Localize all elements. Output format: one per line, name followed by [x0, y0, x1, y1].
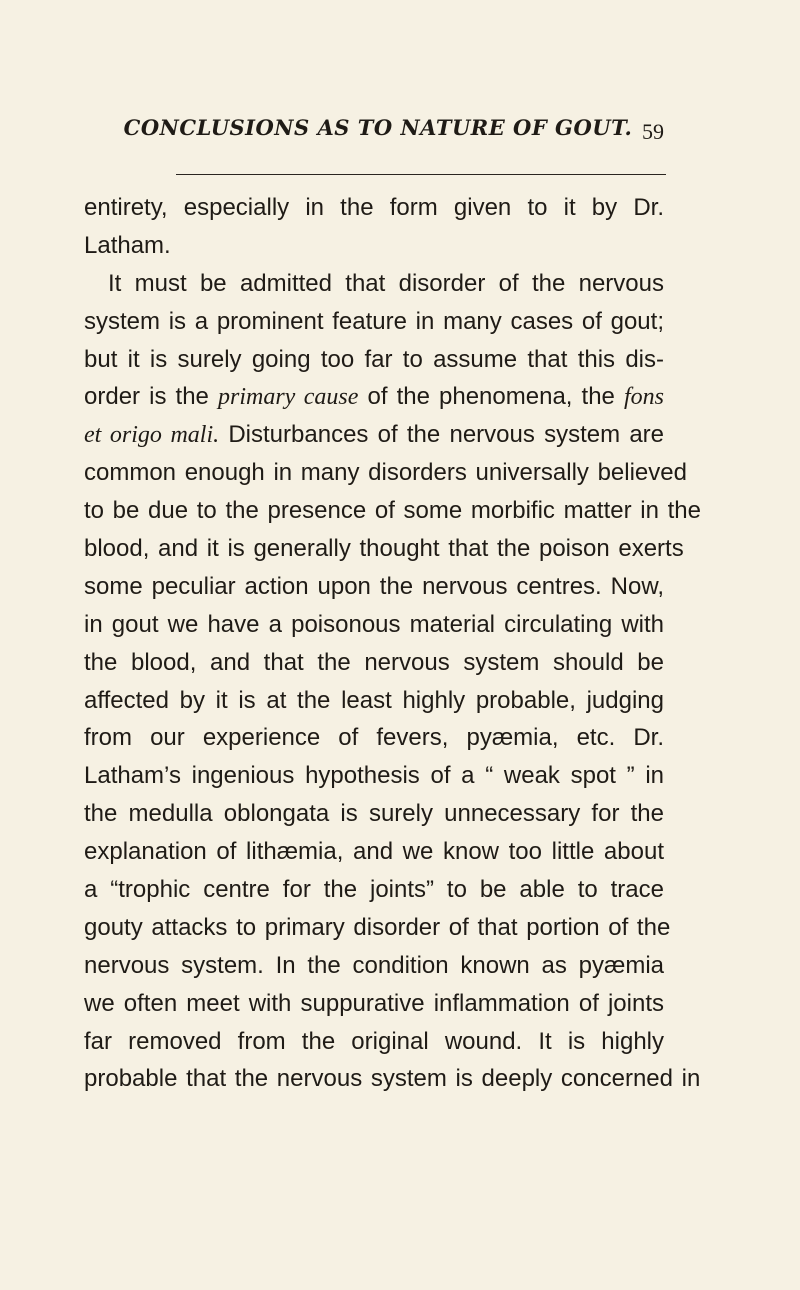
text-line: we often meet with suppurative inflammation of joints [84, 989, 664, 1017]
text-line: the medulla oblongata is surely unnecessary for the [84, 800, 664, 828]
text-line: common enough in many disorders universally believed [84, 459, 687, 487]
text-line: blood, and it is generally thought that the poison exerts [84, 535, 684, 563]
text-run: order is the [84, 383, 218, 411]
text-line: nervous system. In the condition known as pyæmia [84, 951, 664, 979]
text-line: some peculiar action upon the nervous centres. Now, [84, 572, 664, 600]
text-line: far removed from the original wound. It is highly [84, 1027, 664, 1055]
text-line: a “trophic centre for the joints” to be able to trace [84, 876, 664, 904]
text-line [84, 416, 664, 454]
text-line: gouty attacks to primary disorder of that portion of the [84, 913, 671, 941]
text-line: in gout we have a poisonous material circulating with [84, 610, 664, 638]
text-line [84, 378, 664, 416]
text-line: explanation of lithæmia, and we know too little about [84, 838, 664, 866]
italic-phrase: primary cause [217, 384, 359, 411]
italic-phrase: fons [624, 384, 665, 411]
running-title: CONCLUSIONS AS TO NATURE OF GOUT. [123, 115, 633, 140]
text-line: affected by it is at the least highly probable, judging [84, 686, 664, 714]
text-line: Latham. [84, 231, 171, 259]
header-rule [176, 174, 666, 175]
text-line: Latham’s ingenious hypothesis of a “ weak spot ” in [84, 762, 664, 790]
italic-phrase: et origo mali. [84, 422, 220, 449]
page-number: 59 [642, 119, 664, 144]
running-head [0, 108, 800, 148]
text-line: system is a prominent feature in many cases of gout; [84, 307, 664, 335]
text-run: Disturbances of the nervous system are [219, 421, 665, 449]
text-line: from our experience of fevers, pyæmia, etc. Dr. [84, 724, 664, 752]
text-run: of the phenomena, the [358, 383, 624, 411]
text-line: entirety, especially in the form given to it by Dr. [84, 194, 664, 221]
body-text [84, 189, 701, 1098]
text-line: It must be admitted that disorder of the nervous [108, 269, 664, 297]
text-line: but it is surely going too far to assume that this dis- [84, 345, 664, 373]
text-line: the blood, and that the nervous system should be [84, 648, 664, 676]
text-line: probable that the nervous system is deeply concerned in [84, 1065, 701, 1093]
text-line: to be due to the presence of some morbific matter in the [84, 497, 701, 525]
